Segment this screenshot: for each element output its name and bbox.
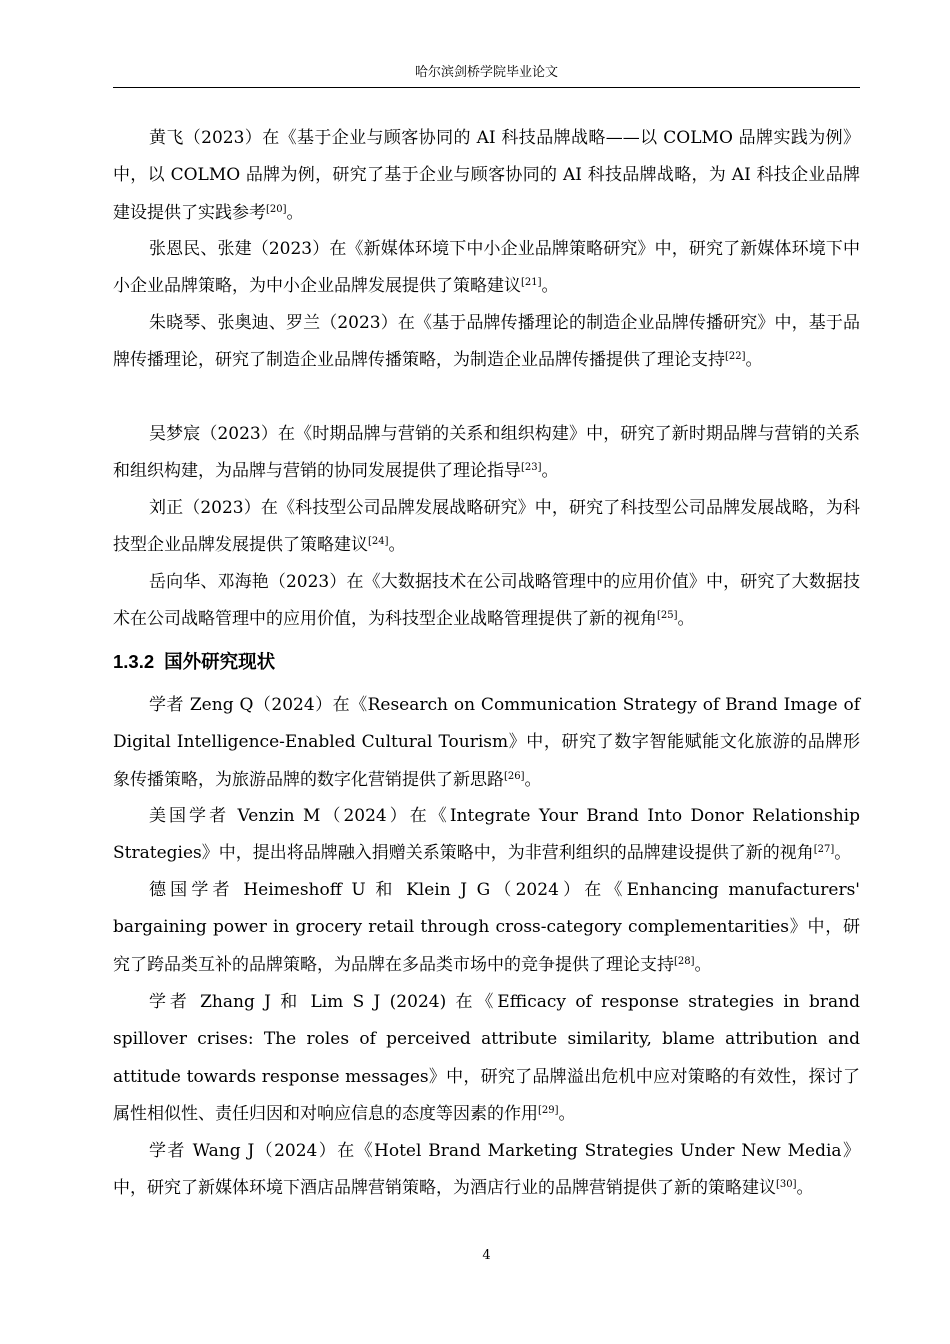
- citation-ref: [21]: [521, 277, 542, 289]
- paragraph-text: 张恩民、张建（2023）在《新媒体环境下中小企业品牌策略研究》中，研究了新媒体环境下中小企业品牌策略，为中小企业品牌发展提供了策略建议: [113, 239, 860, 297]
- paragraph-text: 刘正（2023）在《科技型公司品牌发展战略研究》中，研究了科技型公司品牌发展战略，为科技型企业品牌发展提供了策略建议: [113, 498, 860, 556]
- paragraph-zhu-xiaoqin: [113, 305, 860, 380]
- paragraph-heimeshoff: [113, 872, 860, 984]
- citation-ref: [23]: [521, 462, 542, 474]
- paragraph-text: 德国学者 Heimeshoff U 和 Klein J G（2024）在《Enhancing manufacturers' bargaining power in grocery retail through cross-category complementarities》中，研究了跨品类互补的品牌策略，为品牌在多品类市场中的竞争提供了理论支持: [113, 880, 860, 975]
- paragraph-yue-xianghua: [113, 564, 860, 639]
- section-heading: [113, 645, 275, 679]
- paragraph-end: 。: [541, 276, 559, 297]
- paragraph-huang-fei: [113, 120, 860, 232]
- paragraph-text: 学者 Wang J（2024）在《Hotel Brand Marketing Strategies Under New Media》中，研究了新媒体环境下酒店品牌营销策略，为酒店行业的品牌营销提供了新的策略建议: [113, 1141, 860, 1199]
- paragraph-wang-j: [113, 1133, 860, 1208]
- section-title: 国外研究现状: [164, 651, 276, 672]
- paragraph-end: 。: [694, 954, 712, 975]
- paragraph-zeng-q: [113, 687, 860, 799]
- paragraph-end: 。: [558, 1103, 576, 1124]
- citation-ref: [22]: [725, 351, 746, 363]
- paragraph-end: 。: [524, 769, 542, 790]
- citation-ref: [26]: [504, 770, 525, 782]
- paragraph-zhang-j: [113, 984, 860, 1133]
- paragraph-end: 。: [286, 202, 304, 223]
- paragraph-zhang-enmin: [113, 231, 860, 306]
- running-header: 哈尔滨剑桥学院毕业论文: [414, 65, 558, 80]
- section-number: 1.3.2: [113, 651, 155, 672]
- citation-ref: [24]: [368, 536, 389, 548]
- citation-ref: [28]: [674, 955, 695, 967]
- paragraph-end: 。: [796, 1178, 814, 1199]
- page-number: 4: [482, 1248, 491, 1263]
- citation-ref: [29]: [538, 1104, 559, 1116]
- paragraph-end: 。: [834, 843, 852, 864]
- paragraph-end: 。: [745, 350, 763, 371]
- paragraph-wu-mengchen: [113, 416, 860, 491]
- citation-ref: [30]: [776, 1179, 797, 1191]
- paragraph-text: 朱晓琴、张奥迪、罗兰（2023）在《基于品牌传播理论的制造企业品牌传播研究》中，基于品牌传播理论，研究了制造企业品牌传播策略，为制造企业品牌传播提供了理论支持: [113, 313, 860, 371]
- paragraph-end: 。: [388, 535, 406, 556]
- paragraph-end: 。: [541, 461, 559, 482]
- paragraph-end: 。: [677, 609, 695, 630]
- paragraph-text: 黄飞（2023）在《基于企业与顾客协同的 AI 科技品牌战略——以 COLMO 品牌实践为例》中，以 COLMO 品牌为例，研究了基于企业与顾客协同的 AI 科技品牌战略，为 AI 科技企业品牌建设提供了实践参考: [113, 128, 860, 223]
- paragraph-text: 美国学者 Venzin M（2024）在《Integrate Your Brand Into Donor Relationship Strategies》中，提出将品牌融入捐赠关系策略中，为非营利组织的品牌建设提供了新的视角: [113, 806, 860, 864]
- paragraph-text: 学者 Zhang J 和 Lim S J (2024) 在《Efficacy of response strategies in brand spillover crises: The roles of perceived attribute similarity, blame attribution and attitude towards response messages》中，研究了品牌溢出危机中应对策略的有效性，探讨了属性相似性、责任归因和对响应信息的态度等因素的作用: [113, 992, 860, 1124]
- header-rule: [113, 87, 860, 88]
- citation-ref: [20]: [266, 203, 287, 215]
- paragraph-text: 学者 Zeng Q（2024）在《Research on Communication Strategy of Brand Image of Digital Intelligence-Enabled Cultural Tourism》中，研究了数字智能赋能文化旅游的品牌形象传播策略，为旅游品牌的数字化营销提供了新思路: [113, 695, 860, 790]
- paragraph-text: 吴梦宸（2023）在《时期品牌与营销的关系和组织构建》中，研究了新时期品牌与营销的关系和组织构建，为品牌与营销的协同发展提供了理论指导: [113, 424, 860, 482]
- citation-ref: [25]: [657, 610, 678, 622]
- paragraph-liu-zheng: [113, 490, 860, 565]
- paragraph-text: 岳向华、邓海艳（2023）在《大数据技术在公司战略管理中的应用价值》中，研究了大数据技术在公司战略管理中的应用价值，为科技型企业战略管理提供了新的视角: [113, 572, 860, 630]
- citation-ref: [27]: [813, 844, 835, 856]
- paragraph-venzin-m: [113, 798, 860, 873]
